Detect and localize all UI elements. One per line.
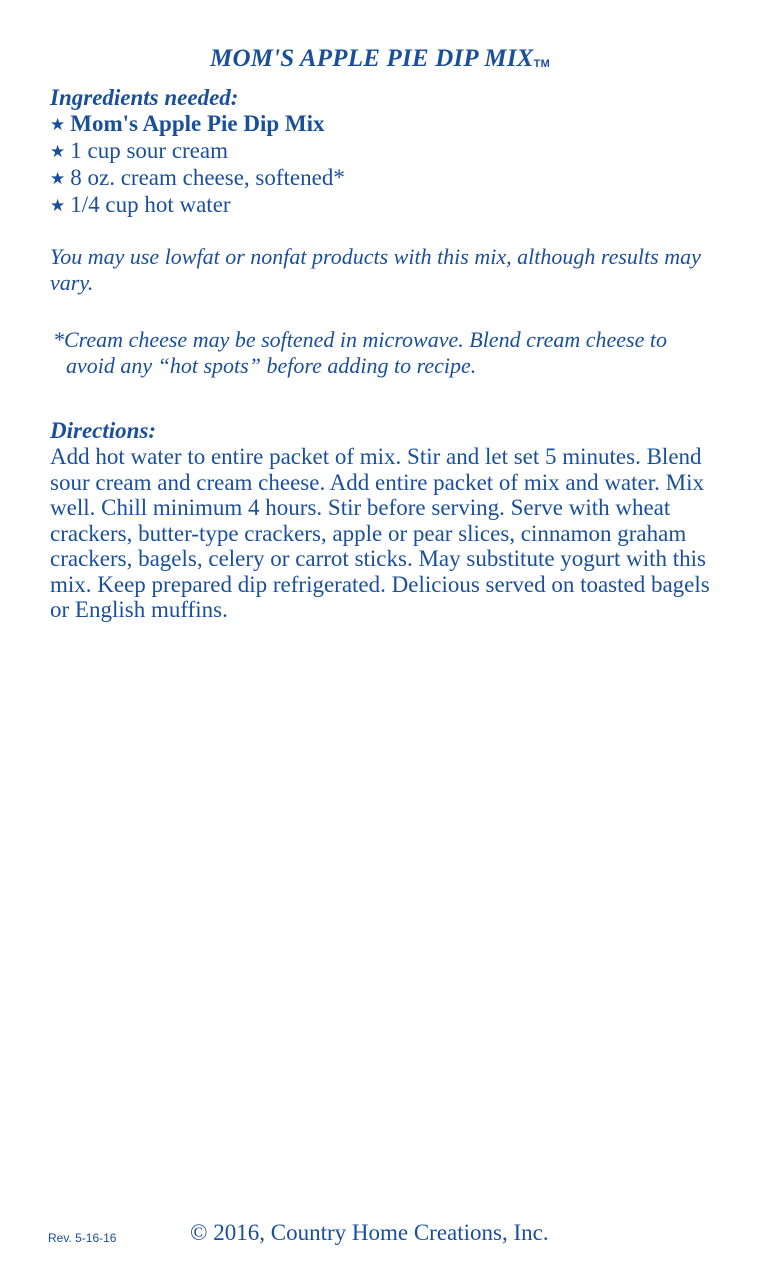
list-item <box>50 138 716 165</box>
trademark-mark: TM <box>533 58 550 70</box>
card-body <box>50 84 716 623</box>
list-item <box>50 165 716 192</box>
star-bullet-icon: ★ <box>50 115 66 135</box>
page-title <box>0 45 760 73</box>
footer <box>0 1220 760 1246</box>
cream-cheese-footnote: *Cream cheese may be softened in microwave. Blend cream cheese to avoid any “hot spots” before adding to recipe. <box>53 327 667 378</box>
star-bullet-icon: ★ <box>50 169 66 189</box>
ingredient-label: 8 oz. cream cheese, softened* <box>70 165 345 190</box>
directions-body: Add hot water to entire packet of mix. Stir and let set 5 minutes. Blend sour cream and cream cheese. Add entire packet of mix and water. Mix well. Chill minimum 4 hours. Stir before serving. Serve with wheat crackers, butter-type crackers, apple or pear slices, cinnamon graham crackers, bagels, celery or carrot sticks. May substitute yogurt with this mix. Keep prepared dip refrigerated. Delicious served on toasted bagels or English muffins. <box>50 444 710 622</box>
general-note: You may use lowfat or nonfat products with this mix, although results may vary. <box>50 244 701 295</box>
ingredient-label: 1 cup sour cream <box>70 138 228 163</box>
ingredients-list <box>50 111 716 219</box>
list-item <box>50 111 716 138</box>
list-item <box>50 192 716 219</box>
revision-label: Rev. 5-16-16 <box>48 1231 117 1245</box>
copyright-label: © 2016, Country Home Creations, Inc. <box>190 1220 549 1245</box>
star-bullet-icon: ★ <box>50 142 66 162</box>
page-title-text: MOM'S APPLE PIE DIP MIX <box>210 45 534 72</box>
star-bullet-icon: ★ <box>50 196 66 216</box>
ingredient-label: Mom's Apple Pie Dip Mix <box>70 111 325 136</box>
ingredient-label: 1/4 cup hot water <box>70 192 231 217</box>
directions-heading: Directions: <box>50 418 157 443</box>
ingredients-heading: Ingredients needed: <box>50 85 239 110</box>
